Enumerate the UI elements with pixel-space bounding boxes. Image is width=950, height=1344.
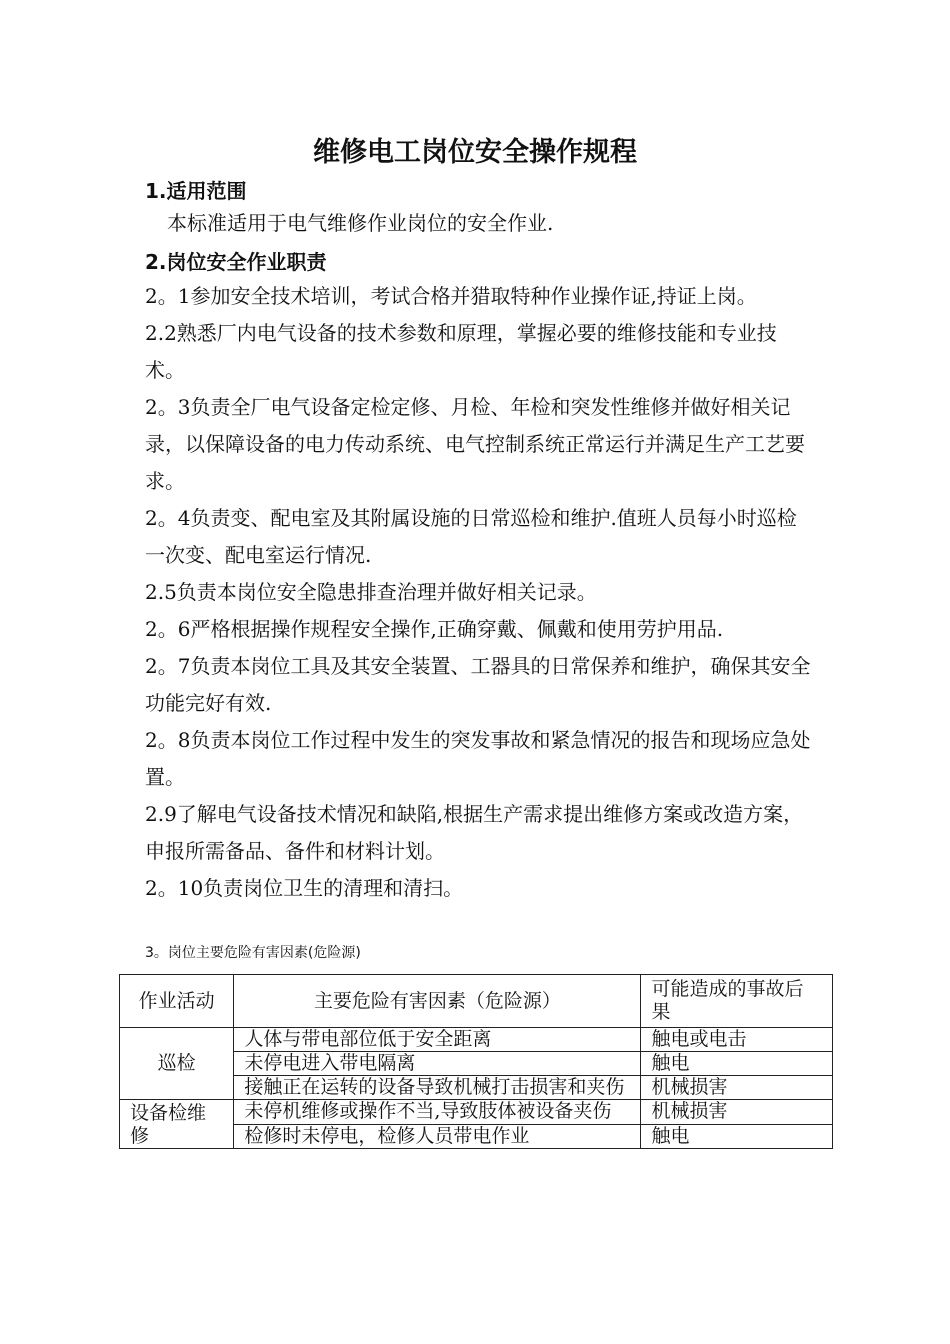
- paragraph-2-3: 2。3负责全厂电气设备定检定修、月检、年检和突发性维修并做好相关记录，以保障设备的电力传动系统、电气控制系统正常运行并满足生产工艺要求。: [145, 395, 805, 493]
- hazard-cell: 人体与带电部位低于安全距离: [234, 1028, 641, 1052]
- section1-text: 本标准适用于电气维修作业岗位的安全作业.: [167, 211, 554, 235]
- section1-heading: 1.适用范围: [145, 179, 247, 203]
- header-activity: 作业活动: [120, 975, 234, 1028]
- table-header-row: [120, 975, 833, 1028]
- hazard-cell: 检修时未停电，检修人员带电作业: [234, 1124, 641, 1149]
- document-title: 维修电工岗位安全操作规程: [313, 137, 637, 168]
- header-consequence: 可能造成的事故后果: [641, 975, 833, 1028]
- hazard-cell: 未停机维修或操作不当,导致肢体被设备夹伤: [234, 1100, 641, 1125]
- activity-cell: 巡检: [120, 1028, 234, 1100]
- table-row: [120, 1100, 833, 1125]
- consequence-cell: 触电: [641, 1124, 833, 1149]
- paragraph-2-7: 2。7负责本岗位工具及其安全装置、工器具的日常保养和维护，确保其安全功能完好有效.: [145, 654, 811, 715]
- section2-heading: 2.岗位安全作业职责: [145, 250, 327, 274]
- paragraph-2-4: 2。4负责变、配电室及其附属设施的日常巡检和维护.值班人员每小时巡检一次变、配电室运行情况.: [145, 506, 797, 567]
- section2-body: [145, 278, 815, 907]
- table-row: [120, 1028, 833, 1052]
- paragraph-2-6: 2。6严格根据操作规程安全操作,正确穿戴、佩戴和使用劳护用品.: [145, 617, 724, 641]
- activity-cell: 设备检维修: [120, 1100, 234, 1149]
- paragraph-2-2: 2.2熟悉厂内电气设备的技术参数和原理，掌握必要的维修技能和专业技术。: [145, 321, 777, 382]
- paragraph-2-8: 2。8负责本岗位工作过程中发生的突发事故和紧急情况的报告和现场应急处置。: [145, 728, 811, 789]
- consequence-cell: 触电或电击: [641, 1028, 833, 1052]
- paragraph-2-5: 2.5负责本岗位安全隐患排查治理并做好相关记录。: [145, 580, 597, 604]
- hazard-table: [119, 974, 833, 1149]
- hazard-cell: 接触正在运转的设备导致机械打击损害和夹伤: [234, 1076, 641, 1100]
- paragraph-2-10: 2。10负责岗位卫生的清理和清扫。: [145, 876, 464, 900]
- paragraph-2-9: 2.9了解电气设备技术情况和缺陷,根据生产需求提出维修方案或改造方案，申报所需备品、备件和材料计划。: [145, 802, 804, 863]
- consequence-cell: 机械损害: [641, 1100, 833, 1125]
- header-hazard: 主要危险有害因素（危险源）: [234, 975, 641, 1028]
- consequence-cell: 机械损害: [641, 1076, 833, 1100]
- section3-heading: 3。岗位主要危险有害因素(危险源): [145, 945, 361, 961]
- paragraph-2-1: 2。1参加安全技术培训，考试合格并猎取特种作业操作证,持证上岗。: [145, 284, 757, 308]
- hazard-cell: 未停电进入带电隔离: [234, 1052, 641, 1076]
- consequence-cell: 触电: [641, 1052, 833, 1076]
